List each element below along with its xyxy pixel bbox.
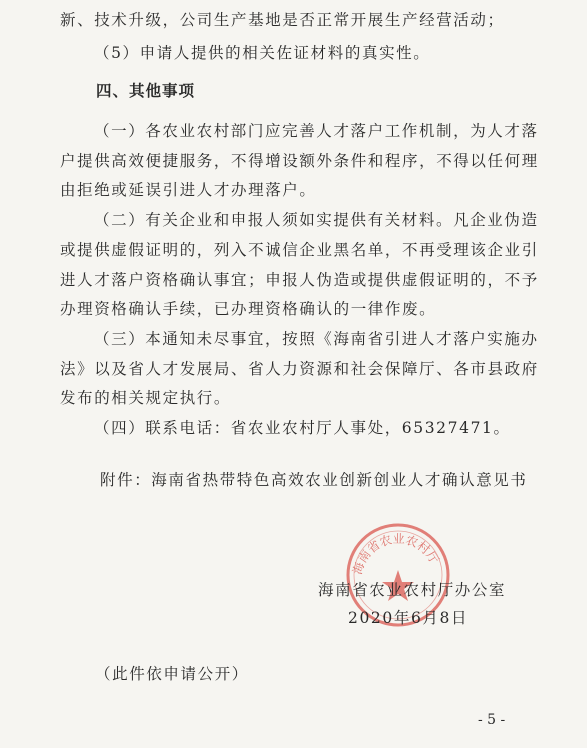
attachment-line: 附件：海南省热带特色高效农业创新创业人才确认意见书 [100,471,528,489]
page-number: - 5 - [478,712,506,728]
issue-date: 2020年6月8日 [348,609,469,627]
body-line: （三）本通知未尽事宜，按照《海南省引进人才落户实施办 [94,330,539,348]
body-line: 进人才落户资格确认事宜；申报人伪造或提供虚假证明的，不予 [60,271,539,289]
body-line: 由拒绝或延误引进人才办理落户。 [60,181,317,199]
body-line: （二）有关企业和申报人须如实提供有关材料。凡企业伪造 [94,211,539,229]
body-line: 法》以及省人才发展局、省人力资源和社会保障厅、各市县政府 [60,360,539,378]
section-heading: 四、其他事项 [96,82,196,100]
body-line: （一）各农业农村部门应完善人才落户工作机制，为人才落 [94,122,539,140]
body-line: 或提供虚假证明的，列入不诚信企业黑名单，不再受理该企业引 [60,241,539,259]
body-line: 户提供高效便捷服务，不得增设额外条件和程序，不得以任何理 [60,152,539,170]
body-line: 办理资格确认手续，已办理资格确认的一律作废。 [60,300,437,318]
body-line: （四）联系电话：省农业农村厅人事处，65327471。 [94,419,511,437]
body-line: 发布的相关规定执行。 [60,389,232,407]
disclosure-note: （此件依申请公开） [95,665,249,683]
issuer-name: 海南省农业农村厅办公室 [318,581,507,599]
svg-text:海南省农业农村厅: 海南省农业农村厅 [350,531,442,577]
body-line: （5）申请人提供的相关佐证材料的真实性。 [94,44,431,62]
body-line: 新、技术升级，公司生产基地是否正常开展生产经营活动； [60,11,505,29]
